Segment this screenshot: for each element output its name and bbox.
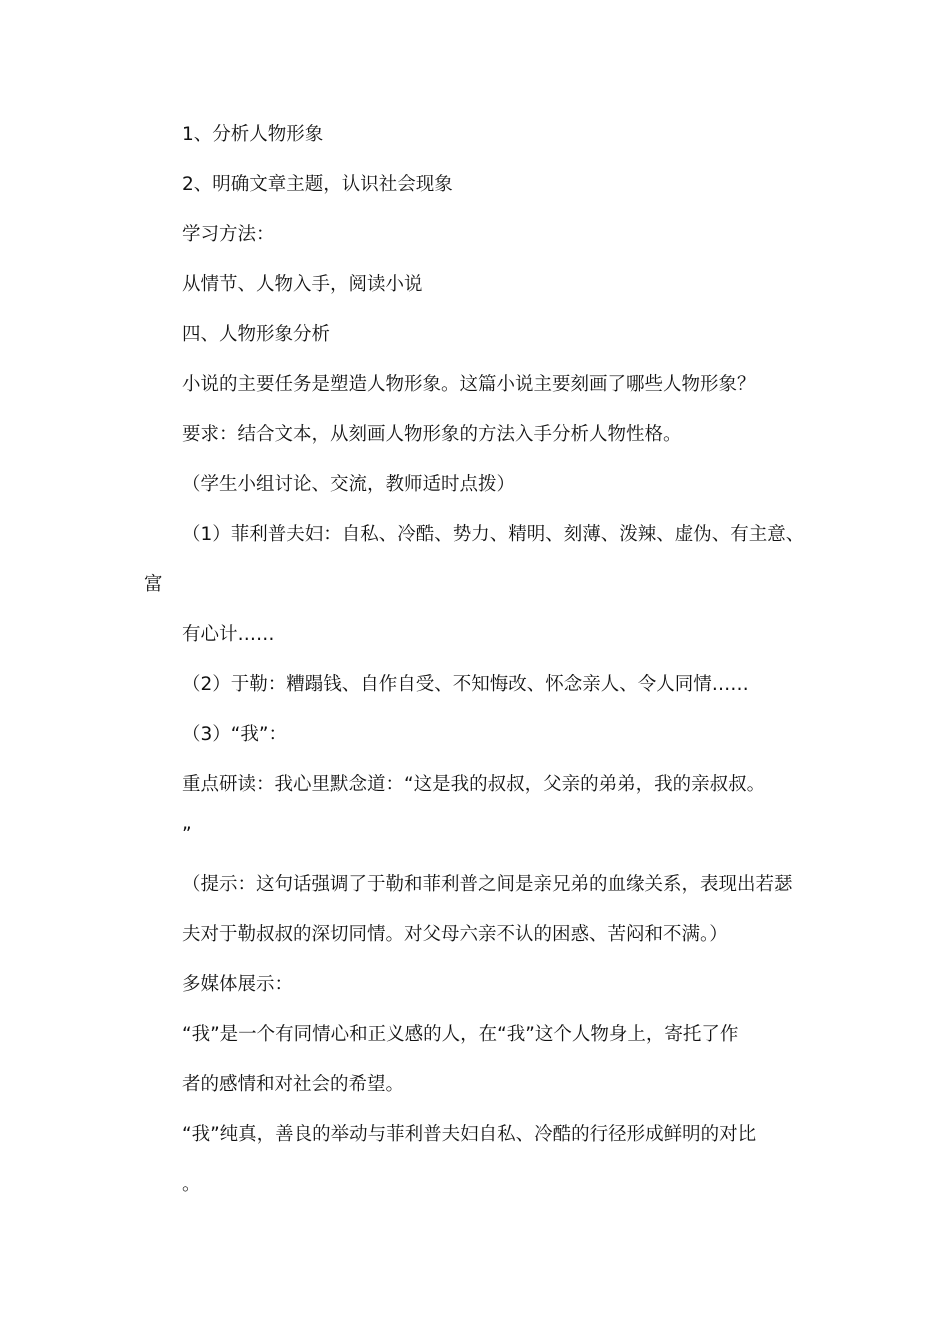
hint-line-2: 夫对于勒叔叔的深切同情。对父母六亲不认的困惑、苦闷和不满。）	[182, 924, 728, 945]
multimedia-line-2: 者的感情和对社会的希望。	[182, 1074, 405, 1095]
section-heading: 四、人物形象分析	[182, 324, 331, 345]
study-method-heading: 学习方法：	[182, 224, 275, 245]
objective-2: 2、明确文章主题，认识社会现象	[182, 174, 453, 195]
character-3: （3）“我”：	[182, 724, 287, 745]
multimedia-line-4: 。	[182, 1174, 201, 1195]
multimedia-line-3: “我”纯真，善良的举动与菲利普夫妇自私、冷酷的行径形成鲜明的对比	[182, 1124, 757, 1145]
study-method-text: 从情节、人物入手，阅读小说	[182, 274, 423, 295]
key-reading: 重点研读：我心里默念道：“这是我的叔叔，父亲的弟弟，我的亲叔叔。	[182, 774, 766, 795]
paragraph-requirement: 要求：结合文本，从刻画人物形象的方法入手分析人物性格。	[182, 424, 682, 445]
multimedia-line-1: “我”是一个有同情心和正义感的人，在“我”这个人物身上，寄托了作	[182, 1024, 739, 1045]
key-reading-wrap: ”	[182, 824, 192, 845]
hint-line-1: （提示：这句话强调了于勒和菲利普之间是亲兄弟的血缘关系，表现出若瑟	[182, 874, 793, 895]
character-2: （2）于勒：糟蹋钱、自作自受、不知悔改、怀念亲人、令人同情……	[182, 674, 749, 695]
character-1-wrap: 富	[144, 574, 163, 595]
paragraph-question: 小说的主要任务是塑造人物形象。这篇小说主要刻画了哪些人物形象？	[182, 374, 756, 395]
multimedia-heading: 多媒体展示：	[182, 974, 294, 995]
character-1: （1）菲利普夫妇：自私、冷酷、势力、精明、刻薄、泼辣、虚伪、有主意、	[182, 524, 805, 545]
character-1-cont: 有心计……	[182, 624, 275, 645]
objective-1: 1、分析人物形象	[182, 124, 324, 145]
paragraph-discussion: （学生小组讨论、交流，教师适时点拨）	[182, 474, 516, 495]
